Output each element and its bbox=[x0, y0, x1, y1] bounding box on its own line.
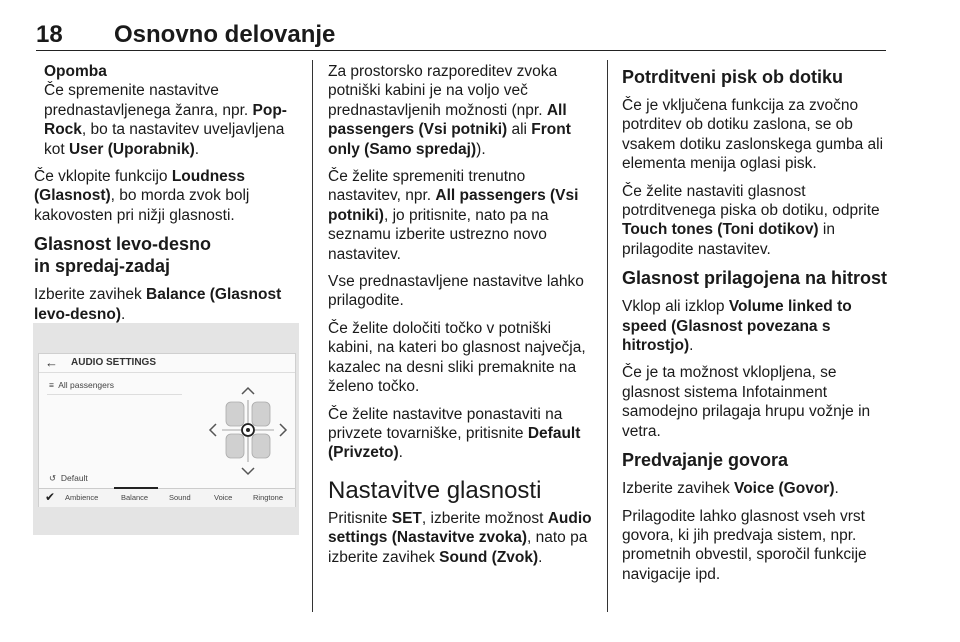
chapter-title: Osnovno delovanje bbox=[114, 21, 336, 48]
chevron-left-icon bbox=[210, 424, 216, 436]
chevron-down-icon bbox=[242, 468, 254, 474]
tab-ringtone[interactable]: Ringtone bbox=[253, 493, 284, 502]
paragraph: Za prostorsko razporeditev zvoka potniški kabini je na voljo več prednastavljenih možnosti (npr. All passengers (Vsi potniki) ali Front only (Samo spredaj)). bbox=[328, 63, 571, 158]
back-arrow-icon[interactable]: ← bbox=[45, 355, 58, 370]
divider bbox=[47, 394, 182, 395]
note-title: Opomba bbox=[44, 63, 107, 80]
page-number: 18 bbox=[36, 21, 63, 48]
tab-ambience[interactable]: Ambience bbox=[65, 493, 99, 502]
preset-option-all-passengers[interactable]: ≡ All passengers bbox=[49, 380, 114, 390]
screen-title-bar bbox=[39, 354, 295, 373]
audio-settings-screenshot bbox=[33, 323, 299, 535]
column-left bbox=[34, 62, 298, 332]
paragraph: Pritisnite SET, izberite možnost Audio settings (Nastavitve zvoka), nato pa izberite zavihek Sound (Zvok). bbox=[328, 509, 592, 566]
page-header bbox=[36, 20, 886, 51]
paragraph: Če je ta možnost vklopljena, se glasnost sistema Infotainment samodejno prilagaja hrupu vožnje in vetra. bbox=[622, 364, 871, 440]
paragraph: Če želite določiti točko v potniški kabini, na kateri bo glasnost največja, kazalec na desni sliki premaknite na želeno točko. bbox=[328, 319, 586, 396]
column-divider bbox=[607, 60, 608, 612]
chevron-right-icon bbox=[280, 424, 286, 436]
tab-sound[interactable]: Sound bbox=[169, 493, 191, 502]
confirm-check-icon[interactable]: ✔ bbox=[45, 490, 56, 504]
selected-tab-indicator bbox=[114, 487, 158, 489]
chevron-up-icon bbox=[242, 388, 254, 394]
column-divider bbox=[312, 60, 313, 612]
paragraph: Če vklopite funkcijo Loudness (Glasnost), bo morda zvok bolj kakovosten pri nižji glasnosti. bbox=[34, 168, 250, 224]
note-text: Če spremenite nastavitve prednastavljenega žanra, npr. Pop-Rock, bo ta nastavitev uveljavljena kot User (Uporabnik). bbox=[44, 82, 287, 158]
tab-balance[interactable]: Balance bbox=[121, 493, 149, 502]
paragraph: Prilagodite lahko glasnost vseh vrst govora, ki jih predvaja sistem, npr. prometnih obvestil, sporočil funkcije navigacije ipd. bbox=[622, 507, 867, 583]
paragraph: Če je vključena funkcija za zvočno potrditev ob dotiku zaslona, se ob vsakem dotiku zaslonskega gumba ali elementa menija oglasi pisk. bbox=[622, 97, 884, 173]
main-heading: Nastavitve glasnosti bbox=[328, 476, 542, 504]
default-button[interactable]: ↺ Default bbox=[49, 473, 88, 483]
tab-voice[interactable]: Voice bbox=[214, 493, 233, 502]
column-middle bbox=[328, 62, 596, 575]
section-heading: Glasnost levo-desno in spredaj-zadaj bbox=[34, 234, 212, 277]
paragraph: Izberite zavihek Balance (Glasnost levo-desno). bbox=[34, 286, 282, 323]
infotainment-screen bbox=[38, 353, 296, 507]
screen-title: AUDIO SETTINGS bbox=[71, 357, 157, 368]
paragraph: Če želite nastavitve ponastaviti na privzete tovarniške, pritisnite Default (Privzeto). bbox=[328, 405, 581, 462]
section-heading: Potrditveni pisk ob dotiku bbox=[622, 67, 844, 87]
paragraph: Vklop ali izklop Volume linked to speed (Glasnost povezana s hitrostjo). bbox=[622, 298, 852, 355]
seat-balance-diagram[interactable] bbox=[204, 376, 292, 482]
paragraph: Vse prednastavljene nastavitve lahko prilagodite. bbox=[328, 273, 584, 310]
column-right bbox=[622, 62, 894, 592]
note-box bbox=[34, 62, 298, 159]
section-heading: Predvajanje govora bbox=[622, 450, 789, 471]
paragraph: Če želite nastaviti glasnost potrditvenega piska ob dotiku, odprite Touch tones (Toni dotikov) in prilagodite nastavitev. bbox=[622, 182, 880, 258]
section-heading: Glasnost prilagojena na hitrost bbox=[622, 268, 888, 289]
paragraph: Izberite zavihek Voice (Govor). bbox=[622, 480, 839, 498]
screen-tab-bar bbox=[39, 488, 295, 507]
paragraph: Če želite spremeniti trenutno nastavitev, npr. All passengers (Vsi potniki), jo pritisnite, nato pa na seznamu izberite ustrezno novo nastavitev. bbox=[328, 168, 579, 263]
